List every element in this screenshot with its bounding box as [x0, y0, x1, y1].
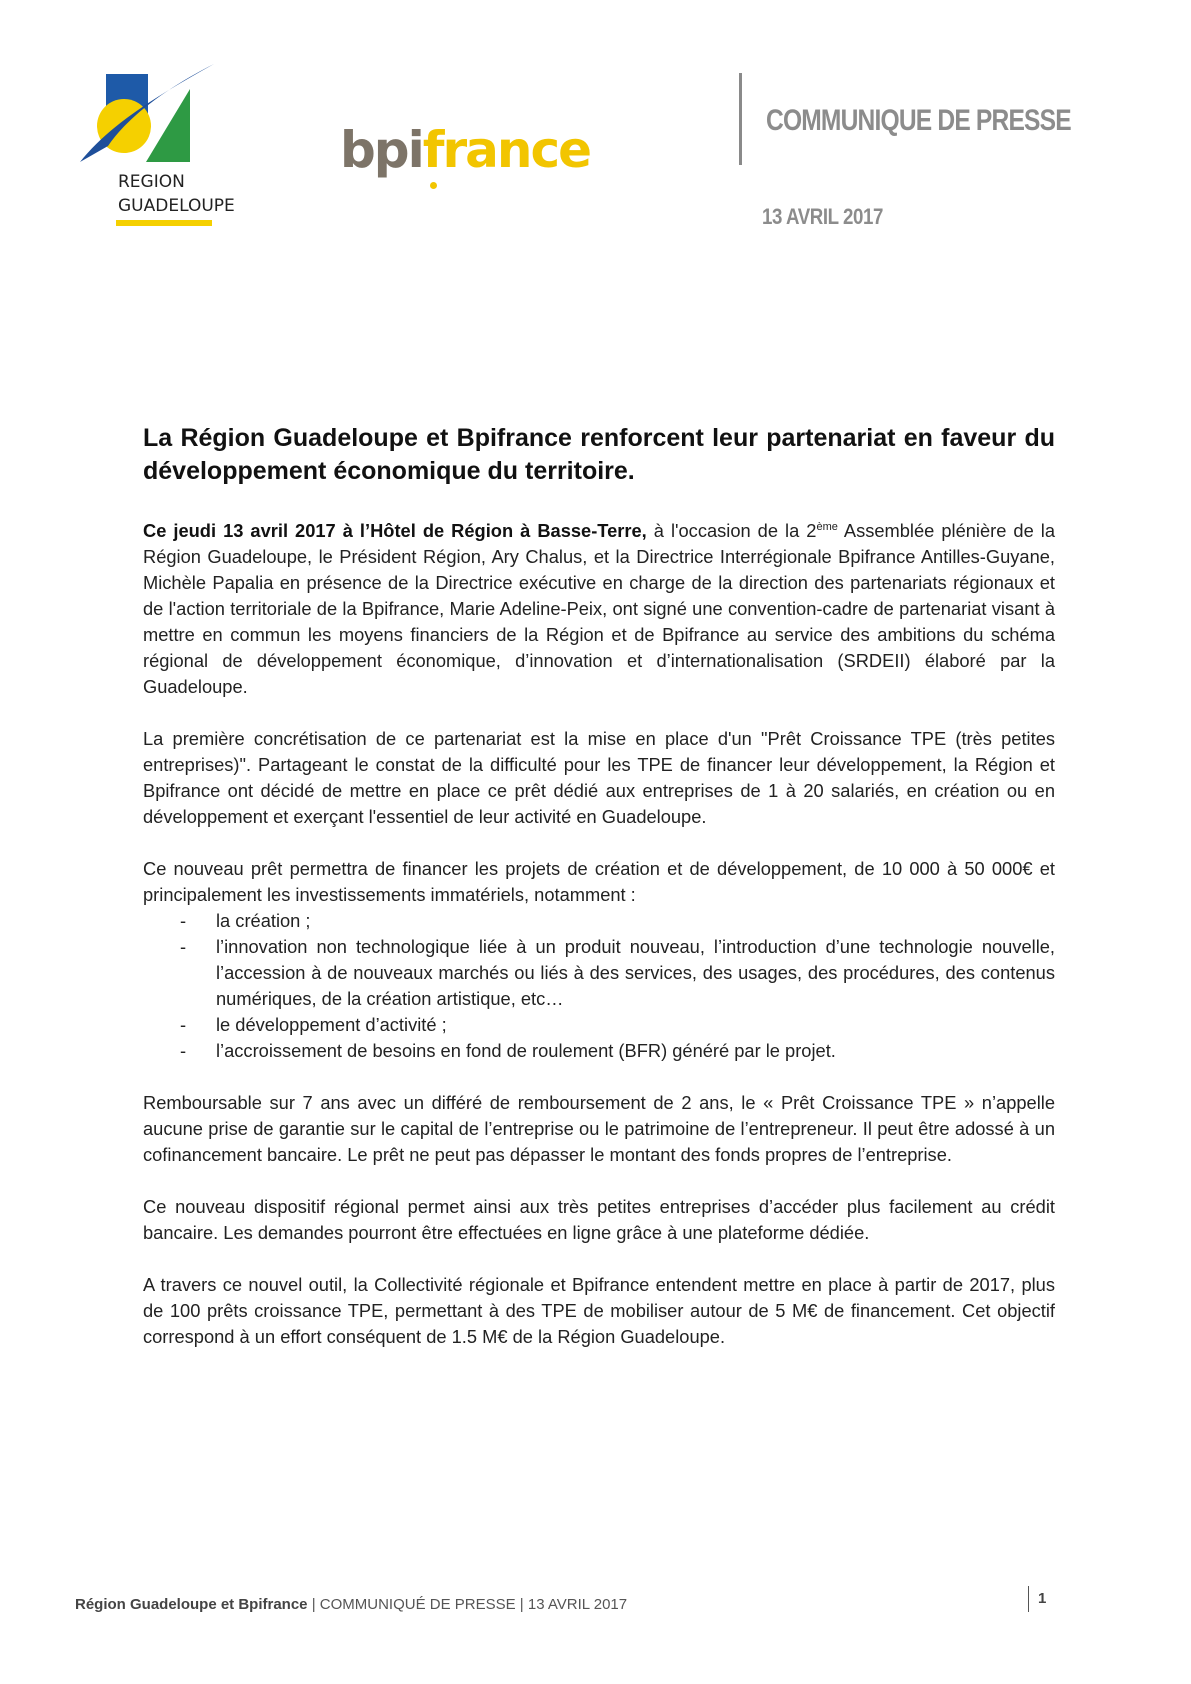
- list-item: - l’innovation non technologique liée à un produit nouveau, l’introduction d’une technologie nouvelle, l’accession à de nouveaux marchés ou liés à des services, des usages, des procédures, des contenus numériques, de la création artistique, etc…: [143, 934, 1055, 1012]
- bpifrance-logo-france: france: [422, 121, 591, 179]
- paragraph-1-lead: Ce jeudi 13 avril 2017 à l’Hôtel de Région à Basse-Terre,: [143, 520, 647, 541]
- region-logo-underline: [116, 220, 212, 226]
- paragraph-5: Ce nouveau dispositif régional permet ainsi aux très petites entreprises d’accéder plus facilement au crédit bancaire. Les demandes pourront être effectuées en ligne grâce à une plateforme dédiée.: [143, 1196, 1055, 1243]
- paragraph-6: A travers ce nouvel outil, la Collectivité régionale et Bpifrance entendent mettre en place à partir de 2017, plus de 100 prêts croissance TPE, permettant à des TPE de mobiliser autour de 5 M€ de financement. Cet objectif correspond à un effort conséquent de 1.5 M€ de la Région Guadeloupe.: [143, 1274, 1055, 1347]
- footer-org: Région Guadeloupe et Bpifrance: [75, 1596, 308, 1613]
- list-item: - le développement d’activité ;: [143, 1012, 1055, 1038]
- press-date: 13 AVRIL 2017: [762, 204, 883, 229]
- page-number: 1: [1038, 1590, 1047, 1607]
- list-item: - l’accroissement de besoins en fond de roulement (BFR) généré par le projet.: [143, 1038, 1055, 1064]
- bpifrance-logo-bpi: bpi: [340, 121, 423, 179]
- paragraph-3: Ce nouveau prêt permettra de financer les projets de création et de développement, de 10 000 à 50 000€ et principalement les investissements immatériels, notamment :: [143, 858, 1055, 905]
- investment-list: [143, 908, 1055, 1064]
- header-divider: [739, 73, 742, 165]
- list-item: - la création ;: [143, 908, 1055, 934]
- article-body: [143, 422, 1055, 1376]
- region-logo-green-shape: [146, 89, 190, 162]
- paragraph-4: Remboursable sur 7 ans avec un différé de remboursement de 2 ans, le « Prêt Croissance TPE » n’appelle aucune prise de garantie sur le capital de l’entreprise ou le patrimoine de l’entrepreneur. Il peut être adossé à un cofinancement bancaire. Le prêt ne peut pas dépasser le montant des fonds propres de l’entreprise.: [143, 1092, 1055, 1165]
- paragraph-1: [143, 518, 1055, 700]
- bpifrance-logo-dot: [430, 182, 437, 189]
- footer-divider: [1028, 1586, 1029, 1612]
- region-logo-line1: REGION: [118, 172, 185, 192]
- paragraph-1-rest: Assemblée plénière de la Région Guadeloupe, le Président Région, Ary Chalus, et la Directrice Interrégionale Bpifrance Antilles-Guyane, Michèle Papalia en présence de la Directrice exécutive en charge de la direction des partenariats régionaux et de l'action territoriale de la Bpifrance, Marie Adeline-Peix, ont signé une convention-cadre de partenariat visant à mettre en commun les moyens financiers de la Région et de Bpifrance au service des ambitions du schéma régional de développement économique, d’innovation et d’internationalisation (SRDEII) élaboré par la Guadeloupe.: [143, 520, 1055, 697]
- region-guadeloupe-logo: [80, 64, 235, 228]
- region-logo-graphic: [80, 64, 230, 174]
- bpifrance-logo: [340, 120, 591, 200]
- paragraph-1-pre: à l'occasion de la 2: [646, 520, 817, 541]
- paragraph-2: La première concrétisation de ce partenariat est la mise en place d'un "Prêt Croissance TPE (très petites entreprises)". Partageant le constat de la difficulté pour les TPE de financer leur développement, la Région et Bpifrance ont décidé de mettre en place ce prêt dédié aux entreprises de 1 à 20 salariés, en création ou en développement et exerçant l'essentiel de leur activité en Guadeloupe.: [143, 728, 1055, 827]
- footer-label: | COMMUNIQUÉ DE PRESSE | 13 AVRIL 2017: [307, 1596, 628, 1613]
- article-headline: La Région Guadeloupe et Bpifrance renforcent leur partenariat en faveur du développement économique du territoire.: [143, 424, 1055, 485]
- press-title: COMMUNIQUE DE PRESSE: [766, 104, 1071, 137]
- page-footer: [75, 1596, 627, 1613]
- region-logo-line2: GUADELOUPE: [118, 196, 235, 216]
- paragraph-1-sup: ème: [816, 520, 838, 533]
